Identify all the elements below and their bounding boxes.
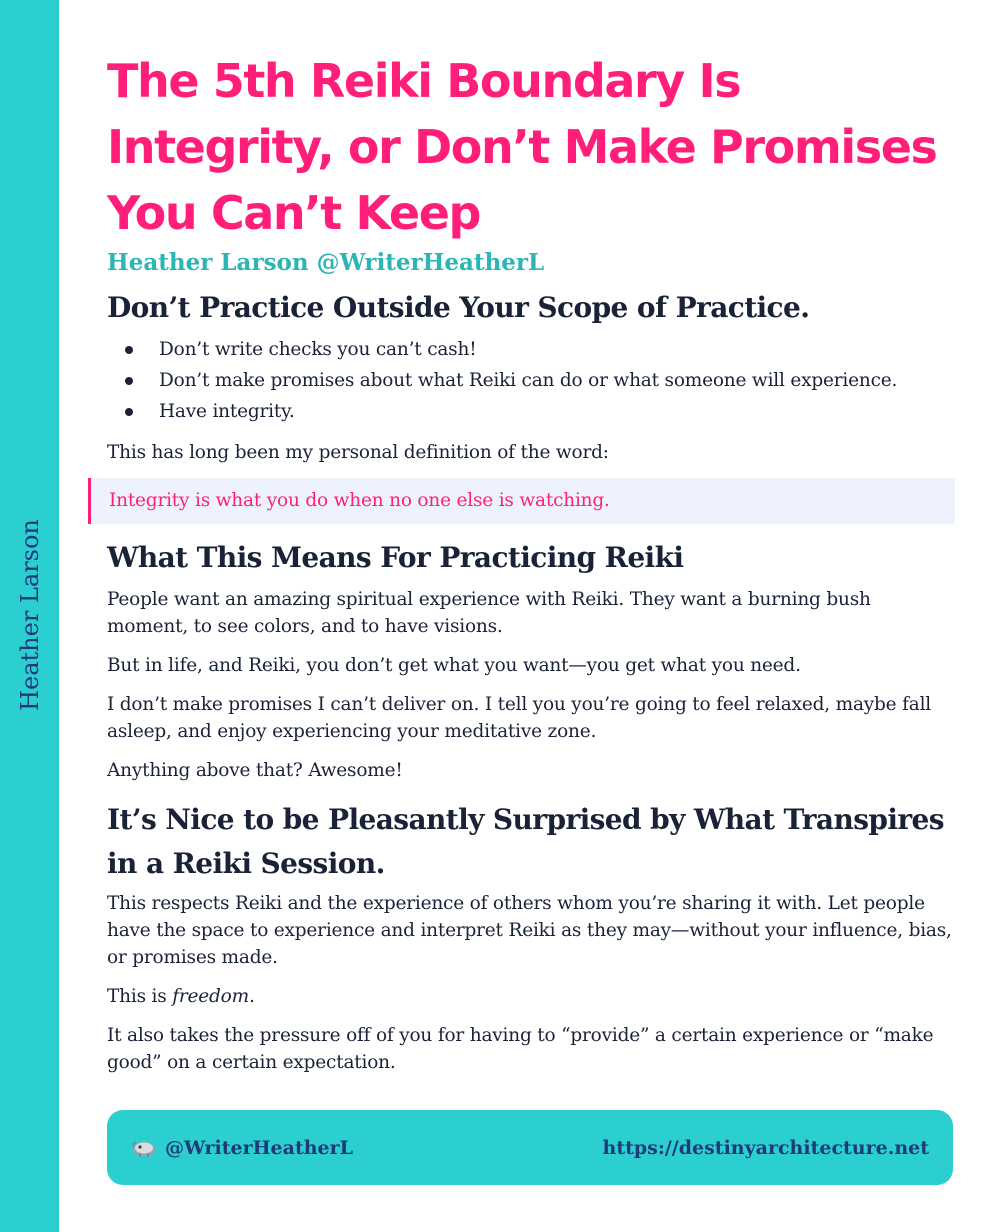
list-item — [107, 365, 953, 396]
paragraph: I don’t make promises I can’t deliver on. I tell you you’re going to feel relaxed, maybe fall asleep, and enjoy experiencing your meditative zone. — [107, 694, 932, 742]
list-item — [107, 334, 953, 365]
footer-handle-text: @WriterHeatherL — [165, 1136, 353, 1159]
blockquote: Integrity is what you do when no one else is watching. — [88, 478, 955, 524]
paragraph-text: . — [248, 986, 255, 1007]
emphasis-text: freedom — [172, 986, 249, 1007]
list-item-text: Have integrity. — [159, 401, 295, 422]
section-heading-scope: Don’t Practice Outside Your Scope of Practice. — [107, 291, 810, 324]
article — [107, 48, 953, 1076]
paragraph: It also takes the pressure off of you for having to “provide” a certain experience or “make good” on a certain expectation. — [107, 1025, 934, 1073]
list-item-text: Don’t write checks you can’t cash! — [159, 339, 477, 360]
list-item — [107, 396, 953, 427]
section-heading-practicing: What This Means For Practicing Reiki — [107, 541, 684, 574]
footer-website-link[interactable]: https://destinyarchitecture.net — [602, 1136, 929, 1159]
bullet-list — [107, 334, 953, 427]
paragraph-text: This is — [107, 986, 173, 1007]
bullet-icon — [125, 408, 133, 416]
paragraph: This respects Reiki and the experience of others whom you’re sharing it with. Let people have the space to experience and interpret Reiki as they may—without your influence, bias, or promises made. — [107, 893, 952, 968]
sidebar-author-name: Heather Larson — [16, 519, 44, 711]
mastodon-icon — [131, 1138, 157, 1158]
footer-bar — [107, 1110, 953, 1185]
article-byline: Heather Larson @WriterHeatherL — [107, 249, 545, 276]
list-item-text: Don’t make promises about what Reiki can do or what someone will experience. — [159, 370, 898, 391]
sidebar — [0, 0, 59, 1232]
bullet-icon — [125, 346, 133, 354]
footer-handle[interactable] — [131, 1110, 353, 1185]
paragraph: Anything above that? Awesome! — [107, 760, 403, 781]
section-heading-surprised: It’s Nice to be Pleasantly Surprised by What Transpires in a Reiki Session. — [107, 803, 944, 880]
paragraph: But in life, and Reiki, you don’t get what you want—you get what you need. — [107, 655, 801, 676]
bullet-icon — [125, 377, 133, 385]
paragraph-freedom — [107, 983, 953, 1010]
article-title: The 5th Reiki Boundary Is Integrity, or Don’t Make Promises You Can’t Keep — [107, 54, 937, 240]
paragraph: People want an amazing spiritual experience with Reiki. They want a burning bush moment, to see colors, and to have visions. — [107, 589, 871, 637]
definition-intro: This has long been my personal definition of the word: — [107, 442, 609, 463]
